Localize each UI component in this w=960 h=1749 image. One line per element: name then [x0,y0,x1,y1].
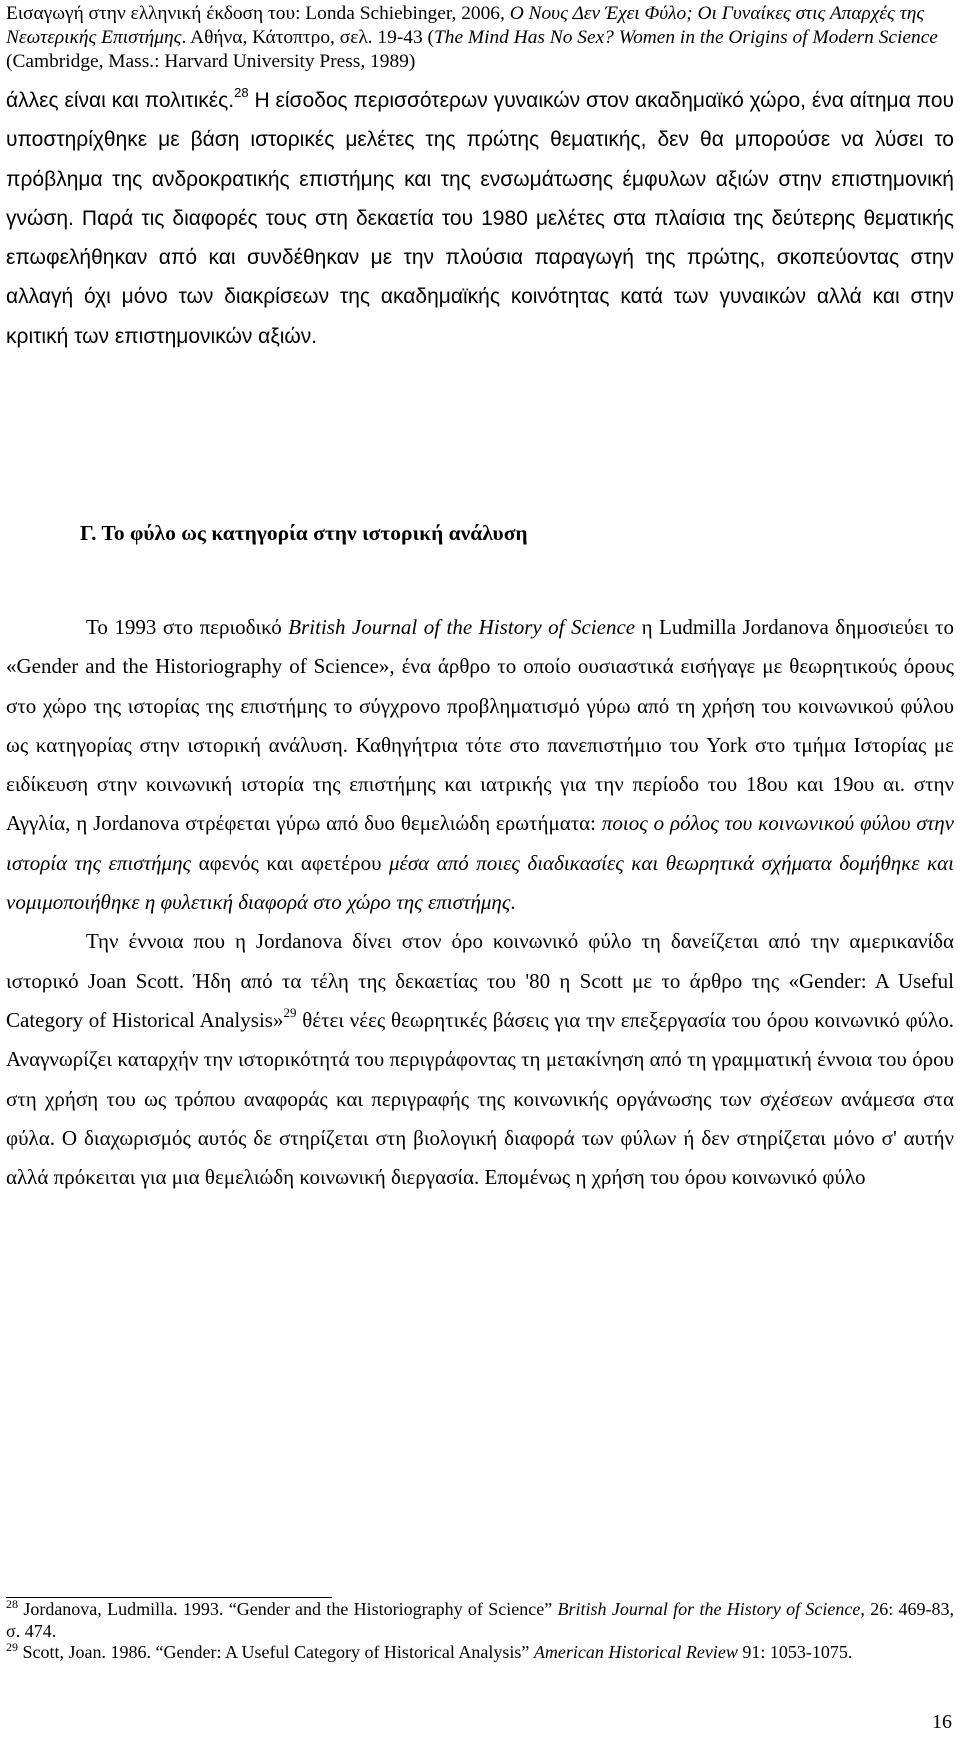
paragraph-1 [6,81,954,356]
header-line1-a: Εισαγωγή στην ελληνική έκδοση του: Londa Schiebinger, 2006, [6,3,510,24]
journal-title: British Journal of the History of Science [288,615,636,639]
footnote-28 [6,1599,954,1642]
footnote-28-number: 28 [6,1597,18,1611]
header-original-publisher: (Cambridge, Mass.: Harvard University Press, 1989) [6,51,416,72]
header-publisher: . Αθήνα, Κάτοπτρο, σελ. 19-43 ( [181,27,434,48]
question-2: μέσα από ποιες διαδικασίες και θεωρητικά σχήματα δομήθηκε και νομιμοποιήθηκε η φυλετική διαφορά στο χώρο της επιστήμης [6,850,954,915]
footnote-ref-28[interactable]: 28 [234,85,249,100]
footnote-29-journal: American Historical Review [533,1642,738,1662]
header-book-title-greek-end: της Νεωτερικής Επιστήμης [6,3,925,48]
paragraph-2-start: Το 1993 στο περιοδικό [86,615,289,639]
paragraph-2-connector: αφενός και αφετέρου [191,850,389,875]
paragraph-2 [6,608,954,922]
footnotes [6,1599,954,1664]
footnote-29-pages: 91: 1053-1075. [737,1642,853,1662]
header-book-title-greek: Ο Νους Δεν Έχει Φύλο; Οι Γυναίκες στις Απαρχές [509,3,895,24]
section-heading: Γ. Το φύλο ως κατηγορία στην ιστορική ανάλυση [80,521,528,545]
paragraph-3 [6,922,954,1197]
body-section-intro [6,81,954,356]
footnote-28-text: Jordanova, Ludmilla. 1993. “Gender and the Historiography of Science” [18,1599,558,1619]
footnote-28-pages: , 26: 469-83, σ. 474. [6,1599,955,1641]
footnote-28-journal: British Journal for the History of Science [557,1599,861,1619]
footnote-divider [6,1597,332,1598]
footnote-29 [6,1642,954,1664]
footnote-29-number: 29 [6,1640,18,1654]
question-1: ποιος ο ρόλος του κοινωνικού φύλου στην ιστορία της επιστήμης [6,811,954,875]
page-number: 16 [932,1711,952,1733]
body-section-gender [6,608,954,1197]
paragraph-1-start: άλλες είναι και πολιτικές. [6,89,235,112]
footnote-ref-29[interactable]: 29 [283,1004,297,1020]
paragraph-3-rest: θέτει νέες θεωρητικές βάσεις για την επεξεργασία του όρου κοινωνικό φύλο. Αναγνωρίζει καταρχήν την ιστορικότητά του περιγράφοντας τη μετακίνηση από τη γραμματική έννοια του όρου στη χρήση του ως τρόπου αναφοράς και περιγραφής της κοινωνικής οργάνωσης των σχέσεων ανάμεσα στα φύλα. Ο διαχωρισμός αυτός δε στηρίζεται στη βιολογική διαφορά των φύλων ή δεν στηρίζεται μόνο σ' αυτήν αλλά πρόκειται για μια θεμελιώδη κοινωνική διεργασία. Επομένως η χρήση του όρου κοινωνικό φύλο [6,1007,954,1190]
paragraph-2-middle: η Ludmilla Jordanova δημοσιεύει το «Gender and the Historiography of Science», ένα άρθρο το οποίο ουσιαστικά εισήγαγε με θεωρητικούς όρους στο χώρο της ιστορίας της επιστήμης το σύγχρονο προβληματισμό γύρω από τη χρήση του κοινωνικού φύλου ως κατηγορίας στην ιστορική ανάλυση. Καθηγήτρια τότε στο πανεπιστήμιο του York στο τμήμα Ιστορίας με ειδίκευση στην κοινωνική ιστορία της επιστήμης και ιατρικής για την περίοδο του 18ου και 19ου αι. στην Αγγλία, η Jordanova στρέφεται γύρω από δυο θεμελιώδη ερωτήματα: [6,615,955,836]
running-header [6,2,956,74]
paragraph-2-end: . [510,890,516,915]
paragraph-1-rest: Η είσοδος περισσότερων γυναικών στον ακαδημαϊκό χώρο, ένα αίτημα που υποστηρίχθηκε με βάση ιστορικές μελέτες της πρώτης θεματικής, δεν θα μπορούσε να λύσει το πρόβλημα της ανδροκρατικής επιστήμης και της ενσωμάτωσης έμφυλων αξιών στην επιστημονική γνώση. Παρά τις διαφορές τους στη δεκαετία του 1980 μελέτες στα πλαίσια της δεύτερης θεματικής επωφελήθηκαν από και συνδέθηκαν με την πλούσια παραγωγή της πρώτης, σκοπεύοντας στην αλλαγή όχι μόνο των διακρίσεων της ακαδημαϊκής κοινότητας κατά των γυναικών αλλά και στην κριτική των επιστημονικών αξιών. [6,89,954,348]
header-original-title: The Mind Has No Sex? Women in the Origins of [433,27,808,48]
header-original-title-end: Modern Science [812,27,938,48]
footnote-29-text: Scott, Joan. 1986. “Gender: A Useful Category of Historical Analysis” [18,1642,534,1662]
paragraph-3-start: Την έννοια που η Jordanova δίνει στον όρο κοινωνικό φύλο τη δανείζεται από την αμερικανίδα ιστορικό Joan Scott. Ήδη από τα τέλη της δεκαετίας του '80 η Scott με το άρθρο της «Gender: A Useful Category of Historical Analysis» [6,929,954,1032]
